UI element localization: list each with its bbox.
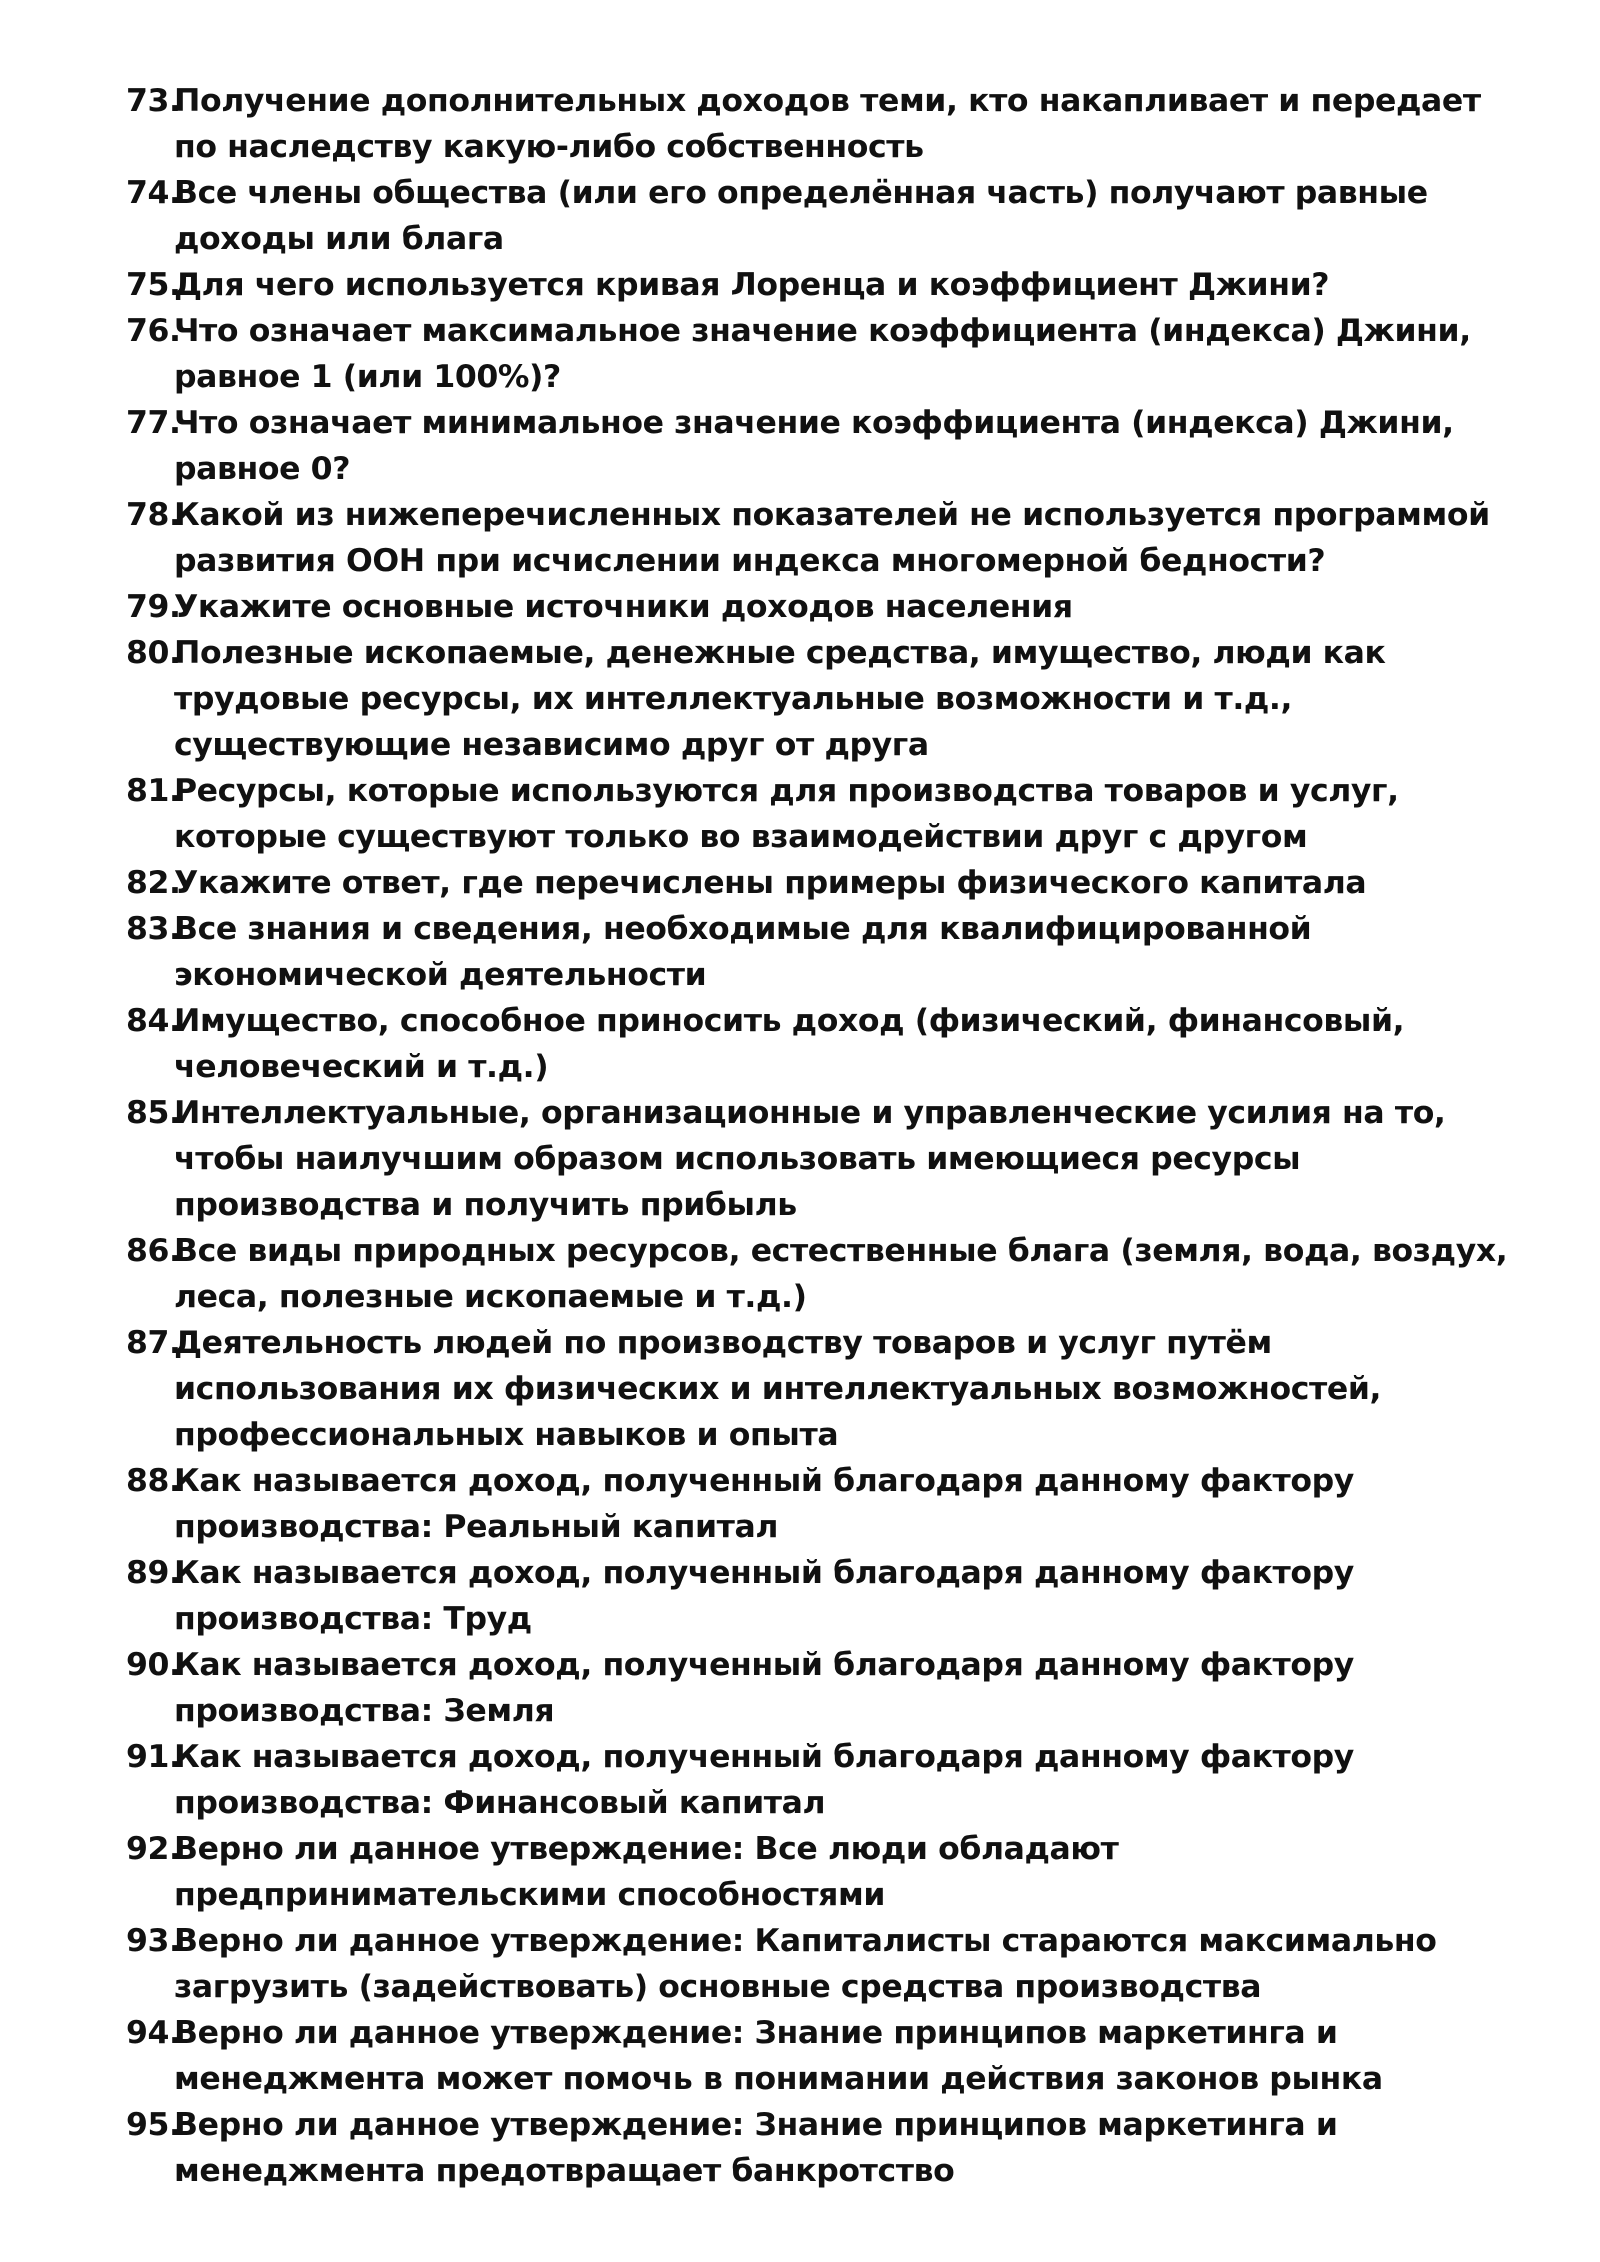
question-number: 78. — [126, 497, 181, 533]
question-text: Верно ли данное утверждение: Капиталисты стараются максимально загрузить (задействовать) основные средства производства — [174, 1923, 1437, 2005]
list-item — [126, 492, 1526, 584]
question-number: 86. — [126, 1233, 181, 1269]
question-text: Имущество, способное приносить доход (физический, финансовый, человеческий и т.д.) — [174, 1003, 1405, 1085]
question-number: 82. — [126, 865, 181, 901]
question-number: 93. — [126, 1923, 181, 1959]
question-text: Все виды природных ресурсов, естественные блага (земля, вода, воздух, леса, полезные ископаемые и т.д.) — [174, 1233, 1508, 1315]
question-number: 95. — [126, 2107, 181, 2143]
question-text: Укажите ответ, где перечислены примеры физического капитала — [174, 865, 1367, 901]
list-item — [126, 1734, 1526, 1826]
question-number: 90. — [126, 1647, 181, 1683]
list-item — [126, 2010, 1526, 2102]
list-item — [126, 170, 1526, 262]
list-item — [126, 1642, 1526, 1734]
question-text: Верно ли данное утверждение: Знание принципов маркетинга и менеджмента может помочь в понимании действия законов рынка — [174, 2015, 1383, 2097]
list-item — [126, 1320, 1526, 1458]
question-number: 76. — [126, 313, 181, 349]
question-text: Верно ли данное утверждение: Все люди обладают предпринимательскими способностями — [174, 1831, 1119, 1913]
question-text: Деятельность людей по производству товаров и услуг путём использования их физических и интеллектуальных возможностей, профессиональных навыков и опыта — [174, 1325, 1382, 1453]
question-text: Что означает максимальное значение коэффициента (индекса) Джини, равное 1 (или 100%)? — [174, 313, 1471, 395]
question-number: 88. — [126, 1463, 181, 1499]
list-item — [126, 400, 1526, 492]
question-text: Верно ли данное утверждение: Знание принципов маркетинга и менеджмента предотвращает банкротство — [174, 2107, 1338, 2189]
question-text: Как называется доход, полученный благодаря данному фактору производства: Земля — [174, 1647, 1354, 1729]
question-number: 89. — [126, 1555, 181, 1591]
question-text: Что означает минимальное значение коэффициента (индекса) Джини, равное 0? — [174, 405, 1454, 487]
question-number: 77. — [126, 405, 181, 441]
question-text: Полезные ископаемые, денежные средства, имущество, люди как трудовые ресурсы, их интеллектуальные возможности и т.д., существующие независимо друг от друга — [174, 635, 1386, 763]
question-text: Ресурсы, которые используются для производства товаров и услуг, которые существуют только во взаимодействии друг с другом — [174, 773, 1399, 855]
question-text: Для чего используется кривая Лоренца и коэффициент Джини? — [174, 267, 1330, 303]
list-item — [126, 906, 1526, 998]
question-list — [126, 78, 1526, 2194]
question-number: 80. — [126, 635, 181, 671]
question-number: 87. — [126, 1325, 181, 1361]
question-number: 85. — [126, 1095, 181, 1131]
list-item — [126, 584, 1526, 630]
question-text: Как называется доход, полученный благодаря данному фактору производства: Труд — [174, 1555, 1354, 1637]
question-text: Интеллектуальные, организационные и управленческие усилия на то, чтобы наилучшим образом использовать имеющиеся ресурсы производства и получить прибыль — [174, 1095, 1446, 1223]
list-item — [126, 1458, 1526, 1550]
list-item — [126, 308, 1526, 400]
list-item — [126, 1918, 1526, 2010]
question-text: Получение дополнительных доходов теми, кто накапливает и передает по наследству какую-либо собственность — [174, 83, 1481, 165]
question-number: 73. — [126, 83, 181, 119]
list-item — [126, 78, 1526, 170]
list-item — [126, 1228, 1526, 1320]
list-item — [126, 630, 1526, 768]
list-item — [126, 768, 1526, 860]
list-item — [126, 2102, 1526, 2194]
list-item — [126, 860, 1526, 906]
question-number: 92. — [126, 1831, 181, 1867]
question-number: 84. — [126, 1003, 181, 1039]
question-number: 83. — [126, 911, 181, 947]
list-item — [126, 998, 1526, 1090]
question-text: Укажите основные источники доходов населения — [174, 589, 1073, 625]
question-number: 81. — [126, 773, 181, 809]
list-item — [126, 1550, 1526, 1642]
list-item — [126, 1090, 1526, 1228]
question-number: 75. — [126, 267, 181, 303]
question-text: Как называется доход, полученный благодаря данному фактору производства: Реальный капитал — [174, 1463, 1354, 1545]
list-item — [126, 262, 1526, 308]
question-number: 74. — [126, 175, 181, 211]
question-number: 94. — [126, 2015, 181, 2051]
question-number: 79. — [126, 589, 181, 625]
question-text: Какой из нижеперечисленных показателей не используется программой развития ООН при исчислении индекса многомерной бедности? — [174, 497, 1490, 579]
question-text: Все члены общества (или его определённая часть) получают равные доходы или блага — [174, 175, 1428, 257]
question-number: 91. — [126, 1739, 181, 1775]
question-text: Как называется доход, полученный благодаря данному фактору производства: Финансовый капитал — [174, 1739, 1354, 1821]
list-item — [126, 1826, 1526, 1918]
question-text: Все знания и сведения, необходимые для квалифицированной экономической деятельности — [174, 911, 1312, 993]
